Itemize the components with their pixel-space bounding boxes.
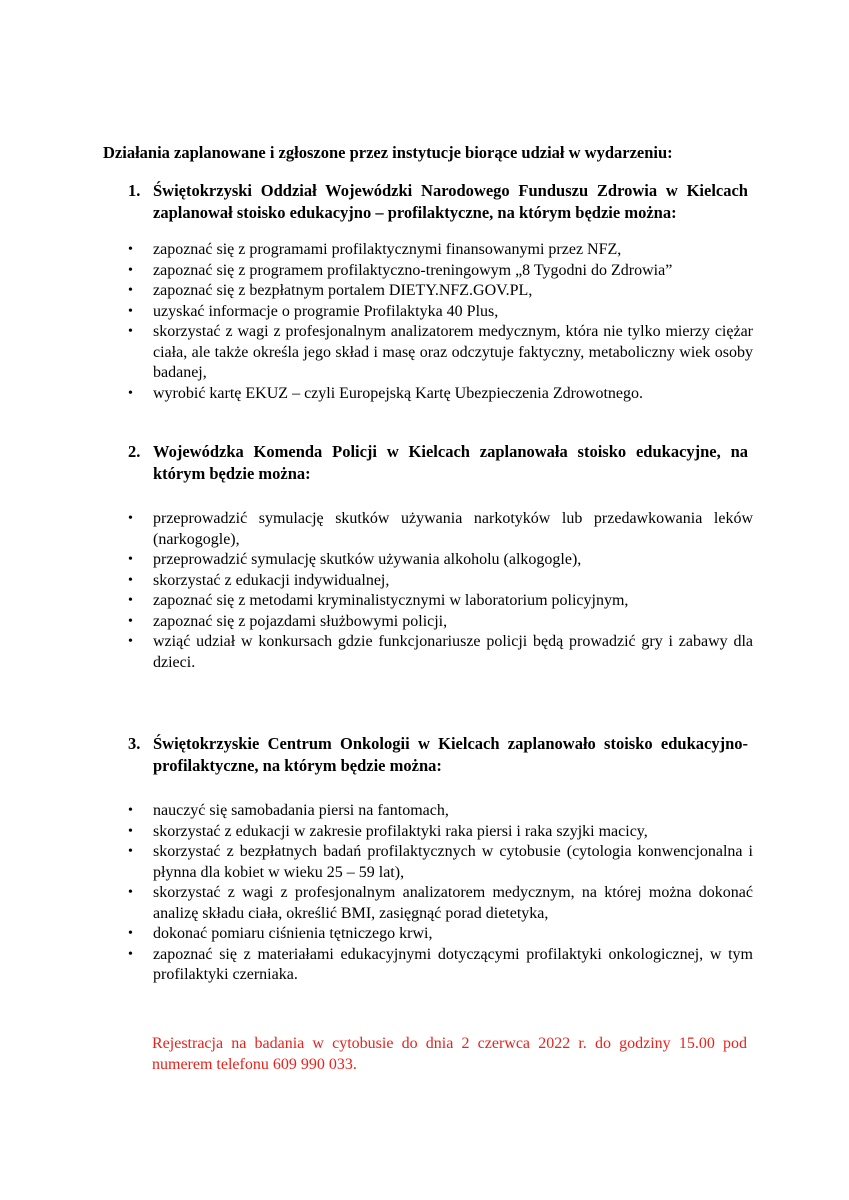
- section-3-list: [128, 801, 753, 986]
- bullet-icon: •: [128, 552, 133, 567]
- list-item: • zapoznać się z pojazdami służbowymi policji,: [128, 612, 753, 633]
- bullet-icon: •: [128, 946, 133, 962]
- list-item: • zapoznać się z metodami kryminalistycznymi w laboratorium policyjnym,: [128, 591, 753, 612]
- bullet-icon: •: [128, 324, 133, 339]
- section-2-title: [128, 441, 748, 485]
- section-1-title: [128, 180, 748, 224]
- list-item: • skorzystać z wagi z profesjonalnym analizatorem medycznym, na której można dokonać analizę składu ciała, określić BMI, zasięgnąć porad dietetyka,: [128, 884, 753, 922]
- bullet-icon: •: [128, 511, 133, 526]
- list-item: • zapoznać się z programem profilaktyczno-treningowym „8 Tygodni do Zdrowia”: [128, 261, 753, 282]
- list-item: • skorzystać z bezpłatnych badań profilaktycznych w cytobusie (cytologia konwencjonalna i płynna dla kobiet w wieku 25 – 59 lat),: [128, 843, 753, 881]
- page-heading: Działania zaplanowane i zgłoszone przez instytucje biorące udział w wydarzeniu:: [103, 143, 673, 162]
- bullet-icon: •: [128, 572, 133, 588]
- list-item: • wziąć udział w konkursach gdzie funkcjonariusze policji będą prowadzić gry i zabawy dla dzieci.: [128, 633, 753, 671]
- bullet-icon: •: [128, 593, 133, 608]
- bullet-icon: •: [128, 803, 133, 818]
- section-title-text: Wojewódzka Komenda Policji w Kielcach zaplanowała stoisko edukacyjne, na którym będzie można:: [153, 442, 748, 483]
- list-item: • skorzystać z edukacji indywidualnej,: [128, 571, 753, 592]
- list-item: • zapoznać się z materiałami edukacyjnymi dotyczącymi profilaktyki onkologicznej, w tym profilaktyki czerniaka.: [128, 945, 753, 983]
- bullet-icon: •: [128, 823, 133, 839]
- list-item: • zapoznać się z bezpłatnym portalem DIETY.NFZ.GOV.PL,: [128, 281, 753, 302]
- bullet-icon: •: [128, 885, 133, 900]
- bullet-icon: •: [128, 385, 133, 401]
- list-item: • skorzystać z wagi z profesjonalnym analizatorem medycznym, która nie tylko mierzy ciężar ciała, ale także określa jego skład i masę oraz odczytuje faktyczny, metaboliczny wiek osoby badanej,: [128, 323, 753, 381]
- list-item: • uzyskać informacje o programie Profilaktyka 40 Plus,: [128, 302, 753, 323]
- bullet-icon: •: [128, 283, 133, 298]
- section-number: 1.: [128, 181, 141, 200]
- list-item: • zapoznać się z programami profilaktycznymi finansowanymi przez NFZ,: [128, 240, 753, 261]
- bullet-icon: •: [128, 242, 133, 257]
- bullet-icon: •: [128, 613, 133, 629]
- list-item: • wyrobić kartę EKUZ – czyli Europejską Kartę Ubezpieczenia Zdrowotnego.: [128, 384, 753, 405]
- bullet-icon: •: [128, 926, 133, 941]
- list-item: • przeprowadzić symulację skutków używania alkoholu (alkogogle),: [128, 550, 753, 571]
- section-3-title: [128, 733, 748, 777]
- section-number: 3.: [128, 734, 141, 753]
- section-title-text: Świętokrzyskie Centrum Onkologii w Kielcach zaplanowało stoisko edukacyjno-profilaktyczne, na którym będzie można:: [153, 734, 748, 775]
- section-number: 2.: [128, 442, 141, 461]
- list-item: • nauczyć się samobadania piersi na fantomach,: [128, 801, 753, 822]
- bullet-icon: •: [128, 844, 133, 859]
- bullet-icon: •: [128, 262, 133, 278]
- bullet-icon: •: [128, 634, 133, 649]
- section-1-list: [128, 240, 753, 404]
- list-item: • skorzystać z edukacji w zakresie profilaktyki raka piersi i raka szyjki macicy,: [128, 822, 753, 843]
- bullet-icon: •: [128, 303, 133, 319]
- list-item: • dokonać pomiaru ciśnienia tętniczego krwi,: [128, 924, 753, 945]
- list-item: • przeprowadzić symulację skutków używania narkotyków lub przedawkowania leków (narkogogle),: [128, 510, 753, 548]
- section-2-list: [128, 509, 753, 673]
- section-title-text: Świętokrzyski Oddział Wojewódzki Narodowego Funduszu Zdrowia w Kielcach zaplanował stoisko edukacyjno – profilaktyczne, na którym będzie można:: [153, 181, 748, 222]
- registration-notice: Rejestracja na badania w cytobusie do dnia 2 czerwca 2022 r. do godziny 15.00 pod numerem telefonu 609 990 033.: [152, 1035, 747, 1073]
